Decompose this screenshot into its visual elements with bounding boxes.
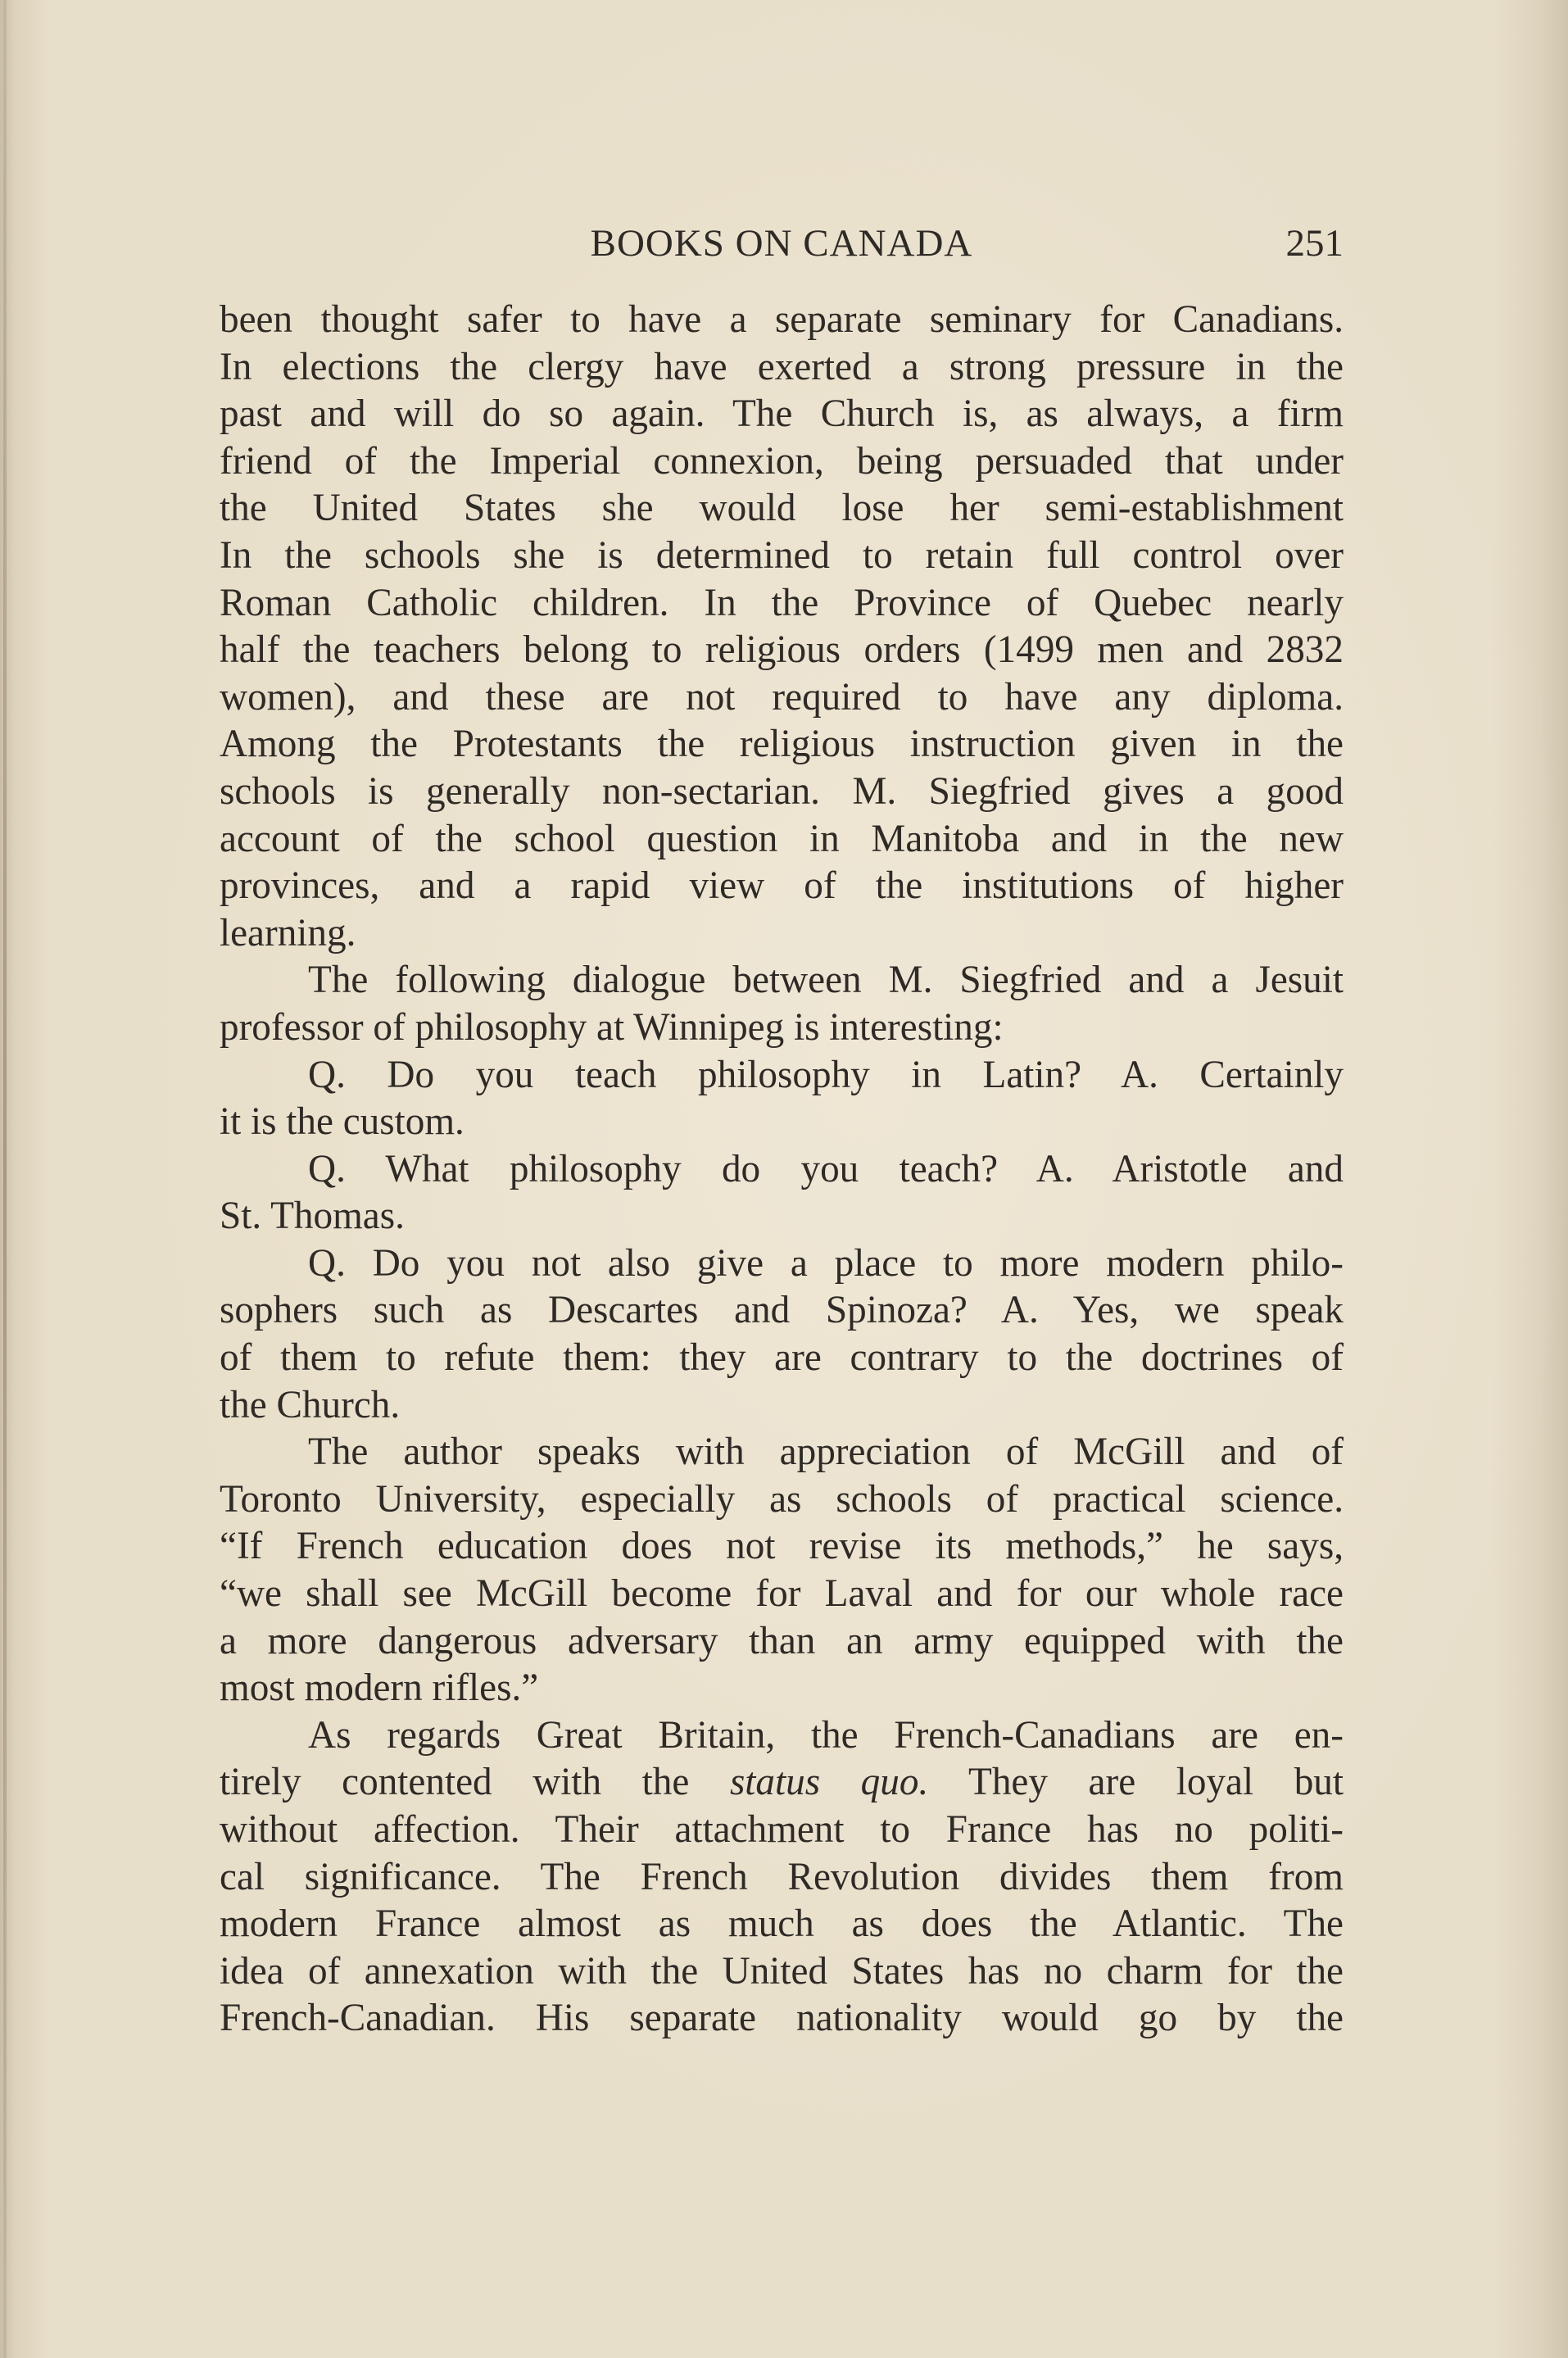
text-line [220, 1759, 1344, 1807]
text-line: without affection. Their attachment to France has no politi- [220, 1808, 1344, 1851]
text-line: the Church. [220, 1383, 401, 1426]
text-line: the United States she would lose her semi-establishment [220, 487, 1344, 530]
text-line: women), and these are not required to have any diploma. [220, 675, 1344, 719]
text-line: professor of philosophy at Winnipeg is interesting: [220, 1005, 1004, 1049]
text-line: Among the Protestants the religious instruction given in the [220, 723, 1344, 766]
text-fragment: They are loyal but [968, 1761, 1344, 1804]
text-line: of them to refute them: they are contrary to the doctrines of [220, 1336, 1344, 1380]
italic-term: status quo. [729, 1761, 929, 1804]
text-line: Q. What philosophy do you teach? A. Aristotle and [308, 1147, 1344, 1190]
text-line: “If French education does not revise its methods,” he says, [220, 1525, 1344, 1568]
running-head: BOOKS ON CANADA [590, 222, 973, 265]
text-line: learning. [220, 911, 356, 955]
text-line: sophers such as Descartes and Spinoza? A. Yes, we speak [220, 1289, 1344, 1332]
page-number: 251 [1285, 222, 1344, 265]
text-line: modern France almost as much as does the Atlantic. The [220, 1902, 1344, 1946]
text-line: cal significance. The French Revolution divides them from [220, 1855, 1344, 1898]
text-fragment: tirely contented with the [220, 1761, 690, 1804]
text-line: In the schools she is determined to retain full control over [220, 533, 1344, 577]
binding-edge [3, 0, 7, 2358]
text-line: Q. Do you not also give a place to more modern philo- [308, 1241, 1344, 1285]
text-line: friend of the Imperial connexion, being persuaded that under [220, 439, 1344, 483]
text-line: it is the custom. [220, 1100, 465, 1144]
text-line: most modern rifles.” [220, 1666, 539, 1710]
text-line: provinces, and a rapid view of the institutions of higher [220, 864, 1344, 908]
text-line: a more dangerous adversary than an army equipped with the [220, 1619, 1344, 1662]
body-text [220, 297, 1344, 2043]
text-line: “we shall see McGill become for Laval and for our whole race [220, 1572, 1344, 1616]
text-line: half the teachers belong to religious orders (1499 men and 2832 [220, 628, 1344, 672]
text-line: St. Thomas. [220, 1195, 405, 1238]
text-line: account of the school question in Manitoba and in the new [220, 817, 1344, 860]
text-line: As regards Great Britain, the French-Canadians are en- [308, 1713, 1344, 1757]
text-line: In elections the clergy have exerted a strong pressure in the [220, 345, 1344, 388]
text-line: Q. Do you teach philosophy in Latin? A. Certainly [308, 1053, 1344, 1096]
text-line: Toronto University, especially as schools of practical science. [220, 1477, 1344, 1521]
text-line: French-Canadian. His separate nationality would go by the [220, 1997, 1344, 2040]
text-line: The following dialogue between M. Siegfried and a Jesuit [308, 959, 1344, 1002]
text-line: The author speaks with appreciation of McGill and of [308, 1431, 1344, 1474]
text-line: been thought safer to have a separate seminary for Canadians. [220, 298, 1344, 341]
text-line: idea of annexation with the United States has no charm for the [220, 1949, 1344, 1993]
page-header [220, 215, 1344, 272]
text-line: Roman Catholic children. In the Province of Quebec nearly [220, 581, 1344, 624]
text-line: schools is generally non-sectarian. M. Siegfried gives a good [220, 769, 1344, 813]
text-line: past and will do so again. The Church is, as always, a firm [220, 392, 1344, 436]
